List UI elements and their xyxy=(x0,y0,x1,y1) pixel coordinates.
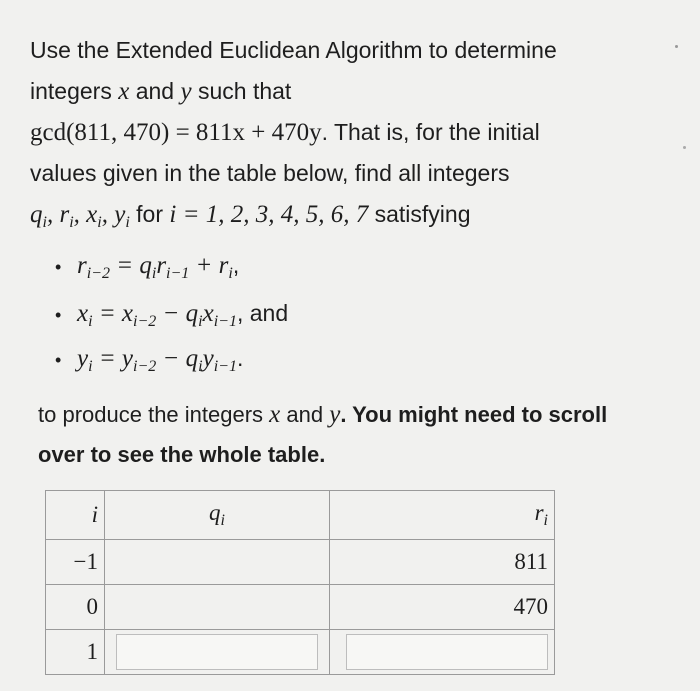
cell-r: 470 xyxy=(330,585,555,630)
var-x: x xyxy=(118,78,130,105)
cell-i: −1 xyxy=(46,540,105,585)
cell-r: 811 xyxy=(330,540,555,585)
table-header-row xyxy=(46,491,555,540)
gcd-expression: gcd(811, 470) = 811x + 470y xyxy=(30,119,322,146)
table-row xyxy=(46,540,555,585)
table-row xyxy=(46,585,555,630)
intro-line-4: values given in the table below, find all integers xyxy=(30,160,510,186)
answer-input-r1[interactable] xyxy=(346,634,548,670)
intro-text: . That is, for the initial xyxy=(321,119,540,145)
cell-i: 0 xyxy=(46,585,105,630)
artifact-dot xyxy=(675,45,678,48)
intro-text: integers xyxy=(30,78,119,104)
after-and: and xyxy=(280,402,330,427)
intro-for: for xyxy=(136,201,170,227)
cell-q xyxy=(105,630,330,675)
bullet-recurrence-y: • $y_i = y_{i-2} - q_iy_{i-1}$. xyxy=(55,345,244,375)
artifact-dot xyxy=(683,146,686,149)
var-q: $q_i$, $r_i$, $x_i$, $y_i$ xyxy=(30,201,130,231)
var-y: y xyxy=(180,78,192,105)
intro-line-3 xyxy=(30,112,680,153)
instructions-text xyxy=(38,395,688,475)
bullet-recurrence-r: • $r_{i-2} = q_ir_{i-1} + r_i$, xyxy=(55,252,240,282)
question-text xyxy=(30,30,680,235)
header-r: $r_i$ xyxy=(330,491,555,540)
after-text: to produce the integers xyxy=(38,402,270,427)
var-x: x xyxy=(269,401,281,428)
var-y: y xyxy=(329,401,341,428)
answer-input-q1[interactable] xyxy=(116,634,318,670)
cell-i: 1 xyxy=(46,630,105,675)
intro-line-1: Use the Extended Euclidean Algorithm to determine xyxy=(30,37,557,63)
intro-satisfying: satisfying xyxy=(368,201,471,227)
cell-q xyxy=(105,585,330,630)
intro-and: and xyxy=(129,78,181,104)
intro-line-5 xyxy=(30,194,680,235)
table-row xyxy=(46,630,555,675)
intro-line-2 xyxy=(30,71,680,112)
header-q: $q_i$ xyxy=(105,491,330,540)
index-range: i = 1, 2, 3, 4, 5, 6, 7 xyxy=(169,201,369,228)
bullet-recurrence-x: • $x_i = x_{i-2} - q_ix_{i-1}$, and xyxy=(55,300,289,330)
scroll-hint-2: over to see the whole table. xyxy=(38,442,326,467)
header-i: i xyxy=(46,491,105,540)
intro-text: such that xyxy=(191,78,292,104)
cell-r xyxy=(330,630,555,675)
cell-q xyxy=(105,540,330,585)
euclid-table xyxy=(45,490,555,675)
scroll-hint: . You might need to scroll xyxy=(340,402,608,427)
